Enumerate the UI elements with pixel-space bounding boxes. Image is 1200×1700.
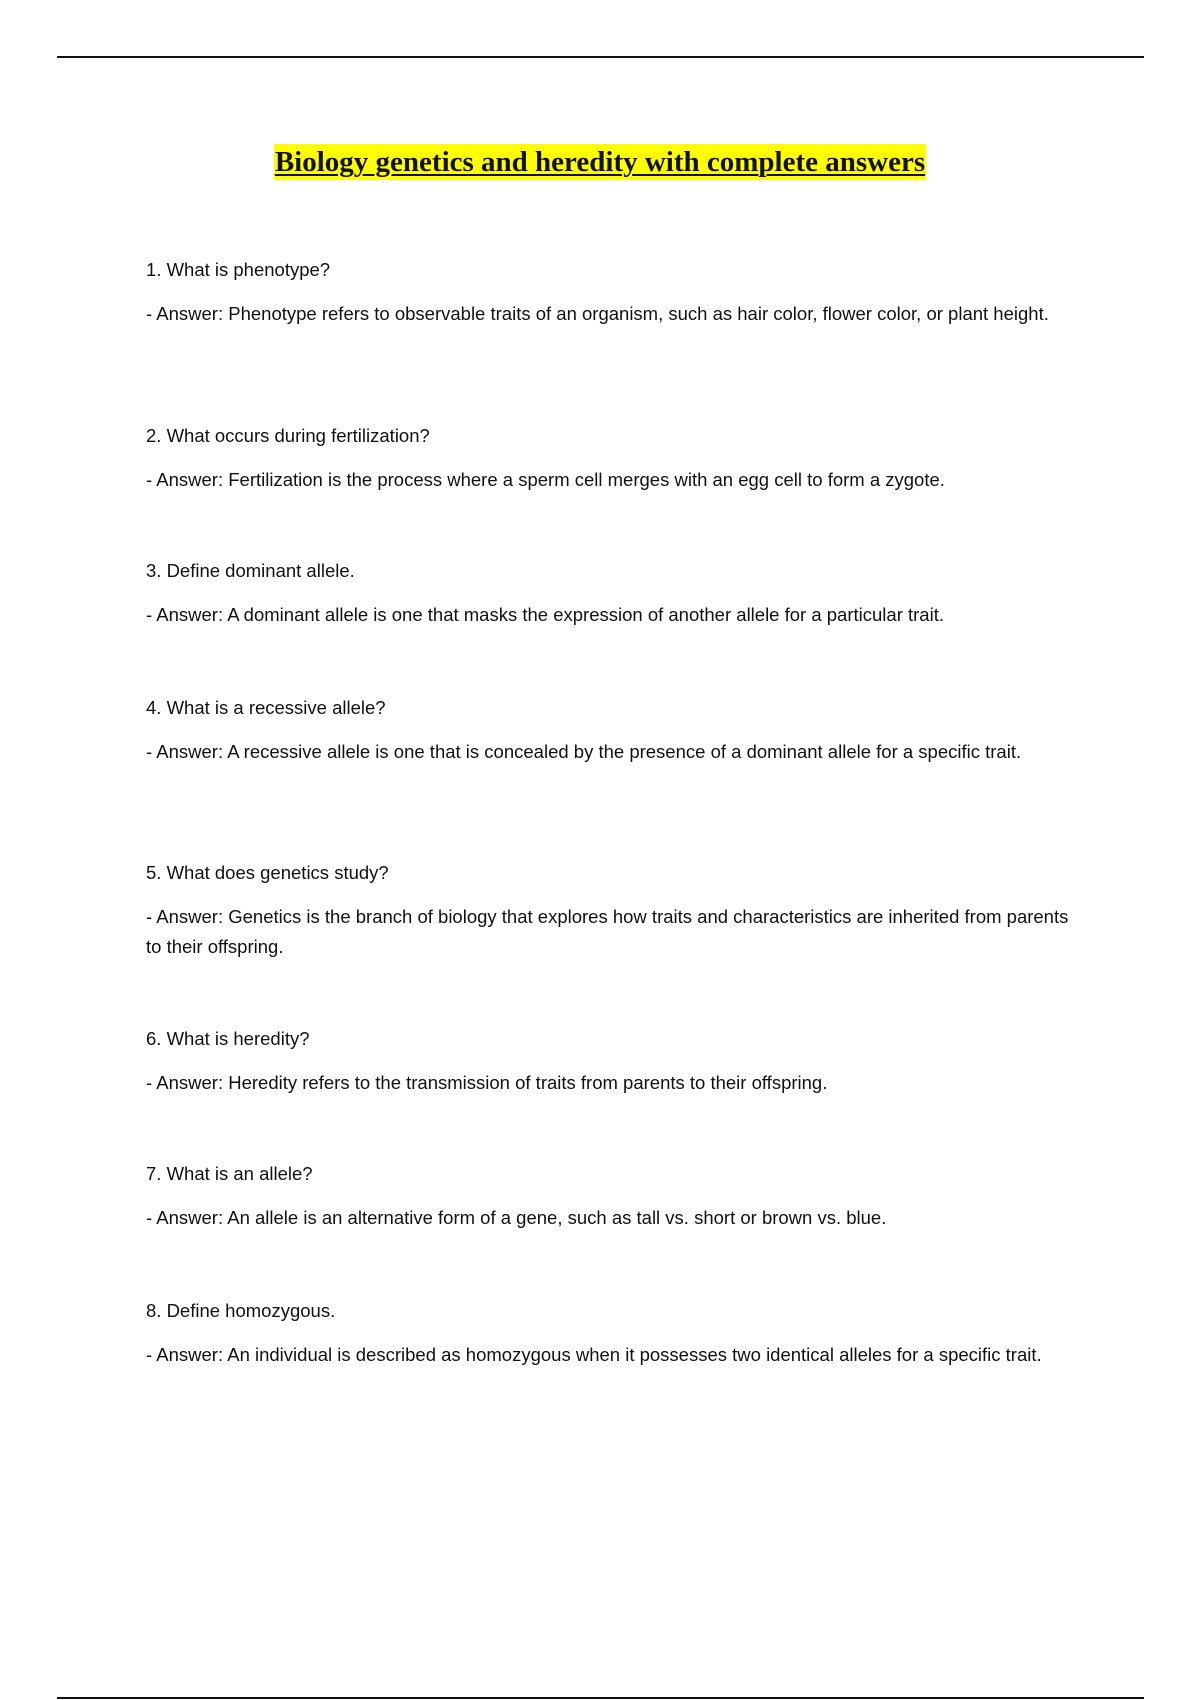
footer-rule (57, 1697, 1144, 1699)
answer-text: - Answer: Heredity refers to the transmission of traits from parents to their offspring. (146, 1072, 828, 1093)
answer-text: - Answer: An allele is an alternative form of a gene, such as tall vs. short or brown vs. blue. (146, 1207, 887, 1228)
answer-text: - Answer: Phenotype refers to observable traits of an organism, such as hair color, flower color, or plant height. (146, 303, 1049, 324)
qa-item-2 (146, 421, 1081, 495)
question-text: 6. What is heredity? (146, 1028, 310, 1049)
answer-text: - Answer: An individual is described as homozygous when it possesses two identical alleles for a specific trait. (146, 1344, 1042, 1365)
qa-item-5 (146, 858, 1081, 962)
question-text: 5. What does genetics study? (146, 862, 389, 883)
header-rule (57, 56, 1144, 58)
page-title: Biology genetics and heredity with complete answers (274, 146, 926, 178)
answer-text: - Answer: A dominant allele is one that masks the expression of another allele for a particular trait. (146, 604, 944, 625)
question-text: 1. What is phenotype? (146, 259, 331, 280)
question-text: 3. Define dominant allele. (146, 560, 355, 581)
question-text: 8. Define homozygous. (146, 1300, 336, 1321)
answer-text: - Answer: Fertilization is the process where a sperm cell merges with an egg cell to form a zygote. (146, 469, 945, 490)
answer-text: - Answer: A recessive allele is one that is concealed by the presence of a dominant allele for a specific trait. (146, 741, 1022, 762)
qa-item-4 (146, 693, 1081, 767)
qa-item-1 (146, 255, 1081, 329)
qa-item-6 (146, 1024, 1081, 1098)
answer-text: - Answer: Genetics is the branch of biology that explores how traits and characteristics are inherited from parents to their offspring. (146, 906, 1069, 957)
question-text: 2. What occurs during fertilization? (146, 425, 430, 446)
title-block (0, 144, 1200, 180)
qa-item-7 (146, 1159, 1081, 1233)
question-text: 4. What is a recessive allele? (146, 697, 386, 718)
question-text: 7. What is an allele? (146, 1163, 313, 1184)
qa-item-3 (146, 556, 1081, 630)
qa-item-8 (146, 1296, 1081, 1370)
